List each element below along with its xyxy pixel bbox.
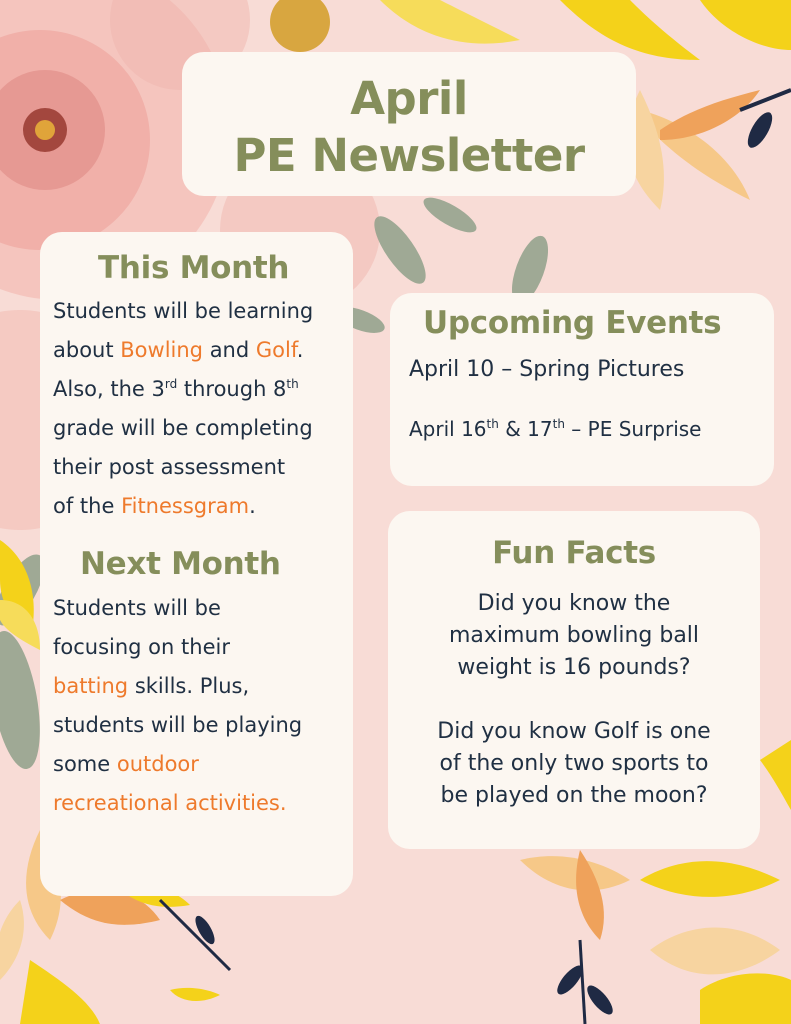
fun-facts-card: [388, 511, 760, 849]
highlight-batting: batting: [53, 674, 129, 698]
highlight-recreational: recreational activities.: [53, 791, 287, 815]
monthly-info-card: [40, 232, 353, 896]
highlight-bowling: Bowling: [120, 338, 204, 362]
title-card: [182, 52, 636, 196]
next-month-text: Students will be focusing on their batting skills. Plus, students will be playing some outdoor recreational activities.: [53, 589, 302, 823]
upcoming-events-card: [390, 293, 774, 486]
fun-fact-2: Did you know Golf is one of the only two sports to be played on the moon?: [437, 719, 711, 808]
next-month-heading: Next Month: [80, 546, 281, 582]
event-item: April 10 – Spring Pictures: [409, 357, 685, 382]
highlight-outdoor: outdoor: [116, 752, 199, 776]
highlight-golf: Golf: [255, 338, 297, 362]
highlight-fitnessgram: Fitnessgram: [121, 494, 250, 518]
fun-fact-1: Did you know the maximum bowling ball weight is 16 pounds?: [448, 591, 700, 680]
event-item: April 16th & 17th – PE Surprise: [409, 417, 702, 441]
page-title: PE Newsletter: [233, 129, 585, 182]
upcoming-events-heading: Upcoming Events: [423, 305, 722, 341]
fun-facts-heading: Fun Facts: [492, 535, 656, 571]
this-month-text: Students will be learning about Bowling and Golf. Also, the 3rd through 8th grade will be completing their post assessment of the Fitnessgram.: [53, 299, 314, 518]
title-month: April: [350, 72, 468, 125]
this-month-heading: This Month: [98, 250, 290, 286]
